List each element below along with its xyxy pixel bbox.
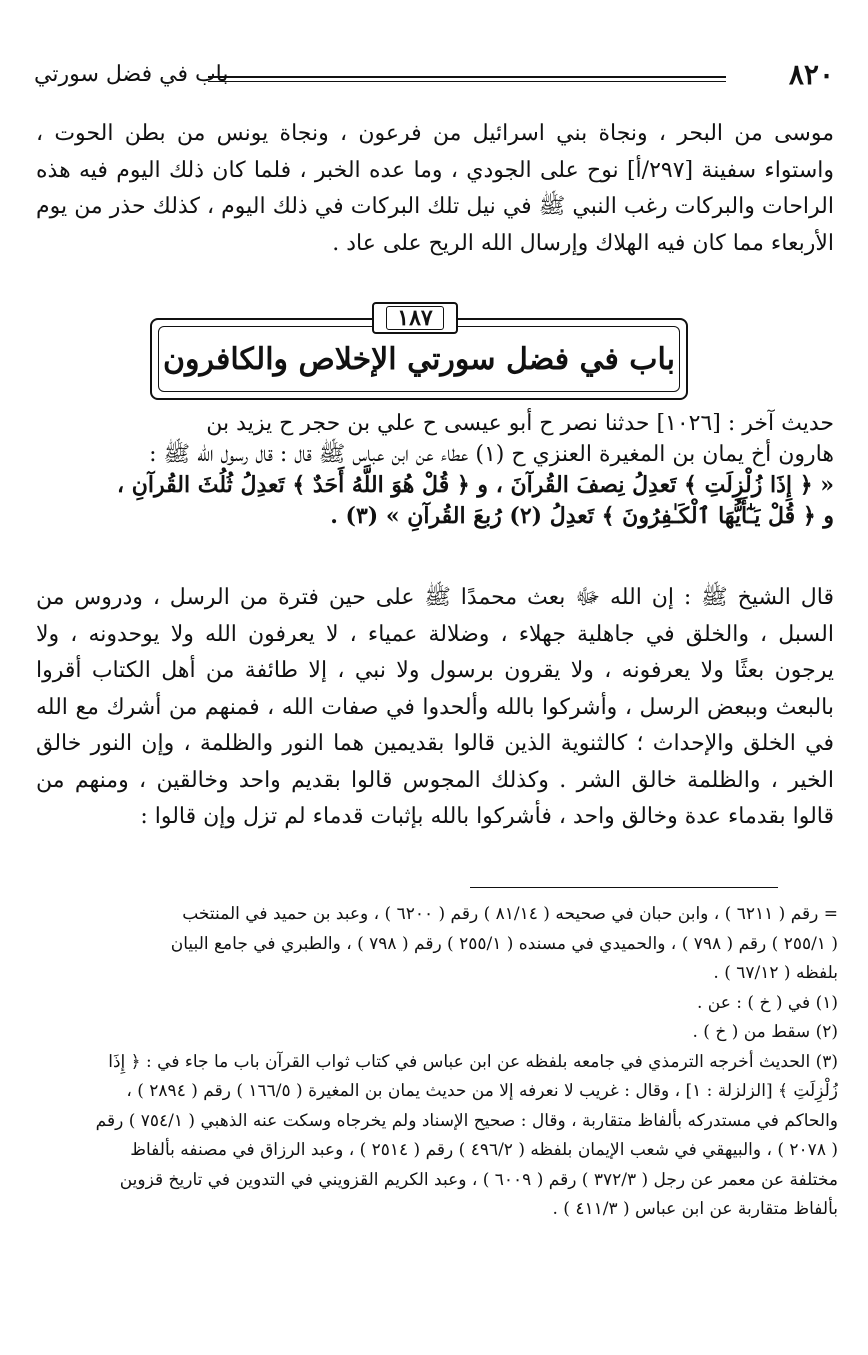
chapter-number: ١٨٧ [386,306,443,330]
hadith-block [34,408,834,532]
chapter-title-frame-inner [158,326,680,392]
running-header [28,58,836,98]
footnote-2: (٢) سقط من ( خ ) . [692,1022,838,1042]
footnotes [36,900,838,1225]
running-title: باب في فضل سورتي [34,62,229,87]
footnote-line: مختلفة عن معمر عن رجل ( ٣٧٢/٣ ) رقم ( ٦٠٠٩ ) ، وعبد الكريم القزويني في التدوين في تاريخ قزوين [119,1169,838,1190]
footnote-line: بألفاظ متقاربة عن ابن عباس ( ٤١١/٣ ) . [552,1199,838,1219]
footnote-line: زُلْزِلَتِ ﴾ [الزلزلة : ١] ، وقال : غريب لا نعرفه إلا من حديث يمان بن المغيرة ( ١٦٦/٥ ) رقم ( ٢٨٩٤ ) ، [126,1081,838,1101]
hadith-line: و ﴿ قُلْ يَـٰٓأَيُّهَا ٱلْكَـٰفِرُونَ ﴾ تَعدِلُ (٢) رُبعَ القُرآنِ » (٣) . [330,503,834,529]
header-rule [208,76,726,82]
footnote-line: ( ٢٥٥/١ ) رقم ( ٧٩٨ ) ، والحميدي في مسنده ( ٢٥٥/١ ) رقم ( ٧٩٨ ) ، والطبري في جامع البيان [170,933,838,954]
intro-paragraph: موسى من البحر ، ونجاة بني اسرائيل من فرعون ، ونجاة يونس من بطن الحوت ، واستواء سفينة [٢٩٧/أ] نوح على الجودي ، وما عده الخبر ، فلما كان ذلك اليوم فيه هذه الراحات والبركات رغب النبي ﷺ في نيل تلك البركات في ذلك اليوم ، كذلك حذر من يوم الأربعاء مما كان فيه الهلاك وإرسال الله الريح على عاد . [36,121,834,256]
hadith-line: « ﴿ إِذَا زُلْزِلَتِ ﴾ تَعدِلُ نِصفَ القُرآنَ ، و ﴿ قُلْ هُوَ اللَّهُ أَحَدٌ ﴾ تَعدِلُ ثُلُثَ القُرآنِ ، [117,472,834,498]
footnote-line: ( ٢٠٧٨ ) ، والبيهقي في شعب الإيمان بلفظه ( ٤٩٦/٢ ) رقم ( ٢٥١٤ ) ، وعبد الرزاق في مصنفه بألفاظ [130,1140,838,1160]
footnote-line: والحاكم في مستدركه بألفاظ متقاربة ، وقال : صحيح الإسناد ولم يخرجاه وسكت عنه الذهبي ( ٧٥٤/١ ) رقم [95,1110,838,1131]
chapter-title: باب في فضل سورتي الإخلاص والكافرون [162,341,676,377]
chapter-number-badge [372,302,458,334]
footnote-line: بلفظه ( ٦٧/١٢ ) . [713,963,838,983]
footnote-1: (١) في ( خ ) : عن . [697,992,838,1013]
hadith-line: حديث آخر : [١٠٢٦] حدثنا نصر ح أبو عيسى ح علي بن حجر ح يزيد بن [206,411,834,436]
page-number: ٨٢٠ [788,58,834,91]
footnote-3: (٣) الحديث أخرجه الترمذي في جامعه بلفظه عن ابن عباس في كتاب ثواب القرآن باب ما جاء في : ﴿ إِذَا [108,1051,838,1072]
hadith-line: هارون أخ يمان بن المغيرة العنزي ح (١) عطاء عن ابن عباس ﷺ قال : قال رسول الله ﷺ : [149,442,834,467]
footnote-line: = رقم ( ٦٢١١ ) ، وابن حبان في صحيحه ( ٨١/١٤ ) رقم ( ٦٢٠٠ ) ، وعبد بن حميد في المنتخب [182,904,838,924]
footnote-separator [470,887,778,888]
main-paragraph: قال الشيخ ﷺ : إن الله ﷻ بعث محمدًا ﷺ على حين فترة من الرسل ، ودروس من السبل ، والخلق في جاهلية جهلاء ، وضلالة عمياء ، لا يعرفون الله ولا يوحدونه ، ولا يرجون بعثًا ولا يعرفونه ، ولا يقرون برسول ولا نبي ، إلا طائفة من أهل الكتاب أقروا بالبعث وببعض الرسل ، وأشركوا بالله وألحدوا في صفات الله ، فمنهم من أشرك مع الله في الخلق والإحداث ؛ كالثنوية الذين قالوا بقديمين هما النور والظلمة ، وإن النور خالق الخير ، والظلمة خالق الشر . وكذلك المجوس قالوا بقديم واحد وخالقين ، ومنهم من قالوا بقدماء عدة وخالق واحد ، فأشركوا بالله بإثبات قدماء لم تزل وإن قالوا : [36,585,834,829]
